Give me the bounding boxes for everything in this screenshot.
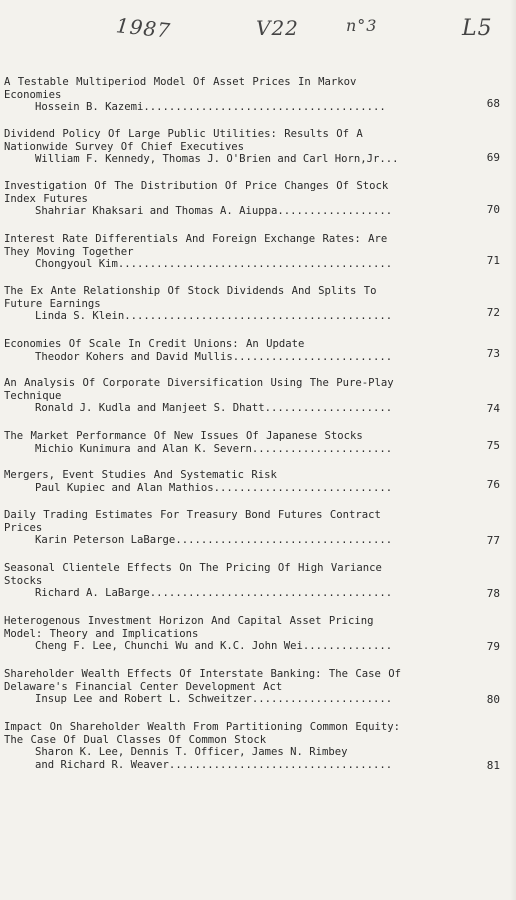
toc-entry bbox=[4, 285, 510, 323]
entry-title: The Market Performance Of New Issues Of Japanese Stocks bbox=[4, 430, 363, 442]
toc-entry bbox=[4, 338, 510, 363]
entry-title: Mergers, Event Studies And Systematic Risk bbox=[4, 469, 277, 481]
entry-author: Chongyoul Kim........................................... bbox=[35, 258, 393, 271]
page-edge-shadow bbox=[510, 0, 516, 900]
entry-page: 74 bbox=[486, 402, 500, 415]
toc-entry bbox=[4, 76, 510, 114]
entry-author-continued: and Richard R. Weaver................................... bbox=[35, 758, 393, 771]
entry-page: 69 bbox=[486, 151, 500, 164]
entry-page: 78 bbox=[486, 587, 500, 600]
entry-title: Economies Of Scale In Credit Unions: An Update bbox=[4, 338, 305, 350]
entry-title: Investigation Of The Distribution Of Price Changes Of Stock Index Futures bbox=[4, 180, 396, 205]
entry-title: Interest Rate Differentials And Foreign Exchange Rates: Are They Moving Together bbox=[4, 233, 395, 258]
toc-entry bbox=[4, 180, 510, 218]
entry-author: Ronald J. Kudla and Manjeet S. Dhatt.................... bbox=[35, 402, 393, 415]
entry-author: Insup Lee and Robert L. Schweitzer...................... bbox=[35, 693, 393, 706]
entry-page: 81 bbox=[486, 759, 500, 772]
entry-page: 70 bbox=[486, 203, 500, 216]
entry-title: The Ex Ante Relationship Of Stock Dividends And Splits To Future Earnings bbox=[4, 285, 384, 310]
toc-entry bbox=[4, 509, 510, 547]
entry-author: Michio Kunimura and Alan K. Severn...................... bbox=[35, 442, 393, 455]
handwritten-header bbox=[0, 10, 516, 50]
entry-author: Paul Kupiec and Alan Mathios............................ bbox=[35, 481, 393, 494]
entry-page: 76 bbox=[486, 478, 500, 491]
toc-entry bbox=[4, 668, 510, 706]
entry-title: An Analysis Of Corporate Diversification Using The Pure-Play Technique bbox=[4, 377, 402, 402]
header-initials: L5 bbox=[462, 16, 493, 41]
toc-entry bbox=[4, 377, 510, 415]
entry-page: 72 bbox=[486, 306, 500, 319]
entry-page: 80 bbox=[486, 693, 500, 706]
entry-author: Hossein B. Kazemi...................................... bbox=[35, 101, 386, 114]
header-number: n°3 bbox=[346, 16, 378, 35]
entry-author: Shahriar Khaksari and Thomas A. Aiuppa.................. bbox=[35, 205, 393, 218]
entry-page: 79 bbox=[486, 640, 500, 653]
entry-page: 68 bbox=[486, 97, 500, 110]
entry-page: 71 bbox=[486, 254, 500, 267]
toc-entry bbox=[4, 615, 510, 653]
toc-entry bbox=[4, 721, 510, 771]
entry-author: Linda S. Klein.......................................... bbox=[35, 310, 393, 323]
toc-entry bbox=[4, 128, 510, 166]
entry-title: Daily Trading Estimates For Treasury Bond Futures Contract Prices bbox=[4, 509, 389, 534]
header-volume: V22 bbox=[256, 16, 299, 40]
entry-title: Impact On Shareholder Wealth From Partitioning Common Equity: The Case Of Dual Classes Of Common Stock bbox=[4, 721, 408, 746]
entry-page: 77 bbox=[486, 534, 500, 547]
toc-entry bbox=[4, 233, 510, 271]
toc-entry bbox=[4, 562, 510, 600]
entry-title: Heterogenous Investment Horizon And Capital Asset Pricing Model: Theory and Implications bbox=[4, 615, 381, 640]
entry-title: Seasonal Clientele Effects On The Pricing Of High Variance Stocks bbox=[4, 562, 390, 587]
toc-entry bbox=[4, 469, 510, 494]
entry-author: Cheng F. Lee, Chunchi Wu and K.C. John Wei.............. bbox=[35, 640, 393, 653]
header-year: 1987 bbox=[114, 13, 173, 43]
entry-author: Richard A. LaBarge...................................... bbox=[35, 587, 393, 600]
entry-title: Dividend Policy Of Large Public Utilities: Results Of A Nationwide Survey Of Chief Executives bbox=[4, 128, 371, 153]
entry-author: Theodor Kohers and David Mullis......................... bbox=[35, 350, 393, 363]
entry-author: William F. Kennedy, Thomas J. O'Brien and Carl Horn,Jr... bbox=[35, 153, 399, 166]
entry-page: 73 bbox=[486, 347, 500, 360]
toc-entry bbox=[4, 430, 510, 455]
entry-page: 75 bbox=[486, 439, 500, 452]
entry-author: Sharon K. Lee, Dennis T. Officer, James N. Rimbey bbox=[35, 746, 348, 759]
entry-author: Karin Peterson LaBarge.................................. bbox=[35, 534, 393, 547]
entry-title: Shareholder Wealth Effects Of Interstate Banking: The Case Of Delaware's Financial Center Development Act bbox=[4, 668, 409, 693]
entry-title: A Testable Multiperiod Model Of Asset Prices In Markov Economies bbox=[4, 76, 364, 101]
